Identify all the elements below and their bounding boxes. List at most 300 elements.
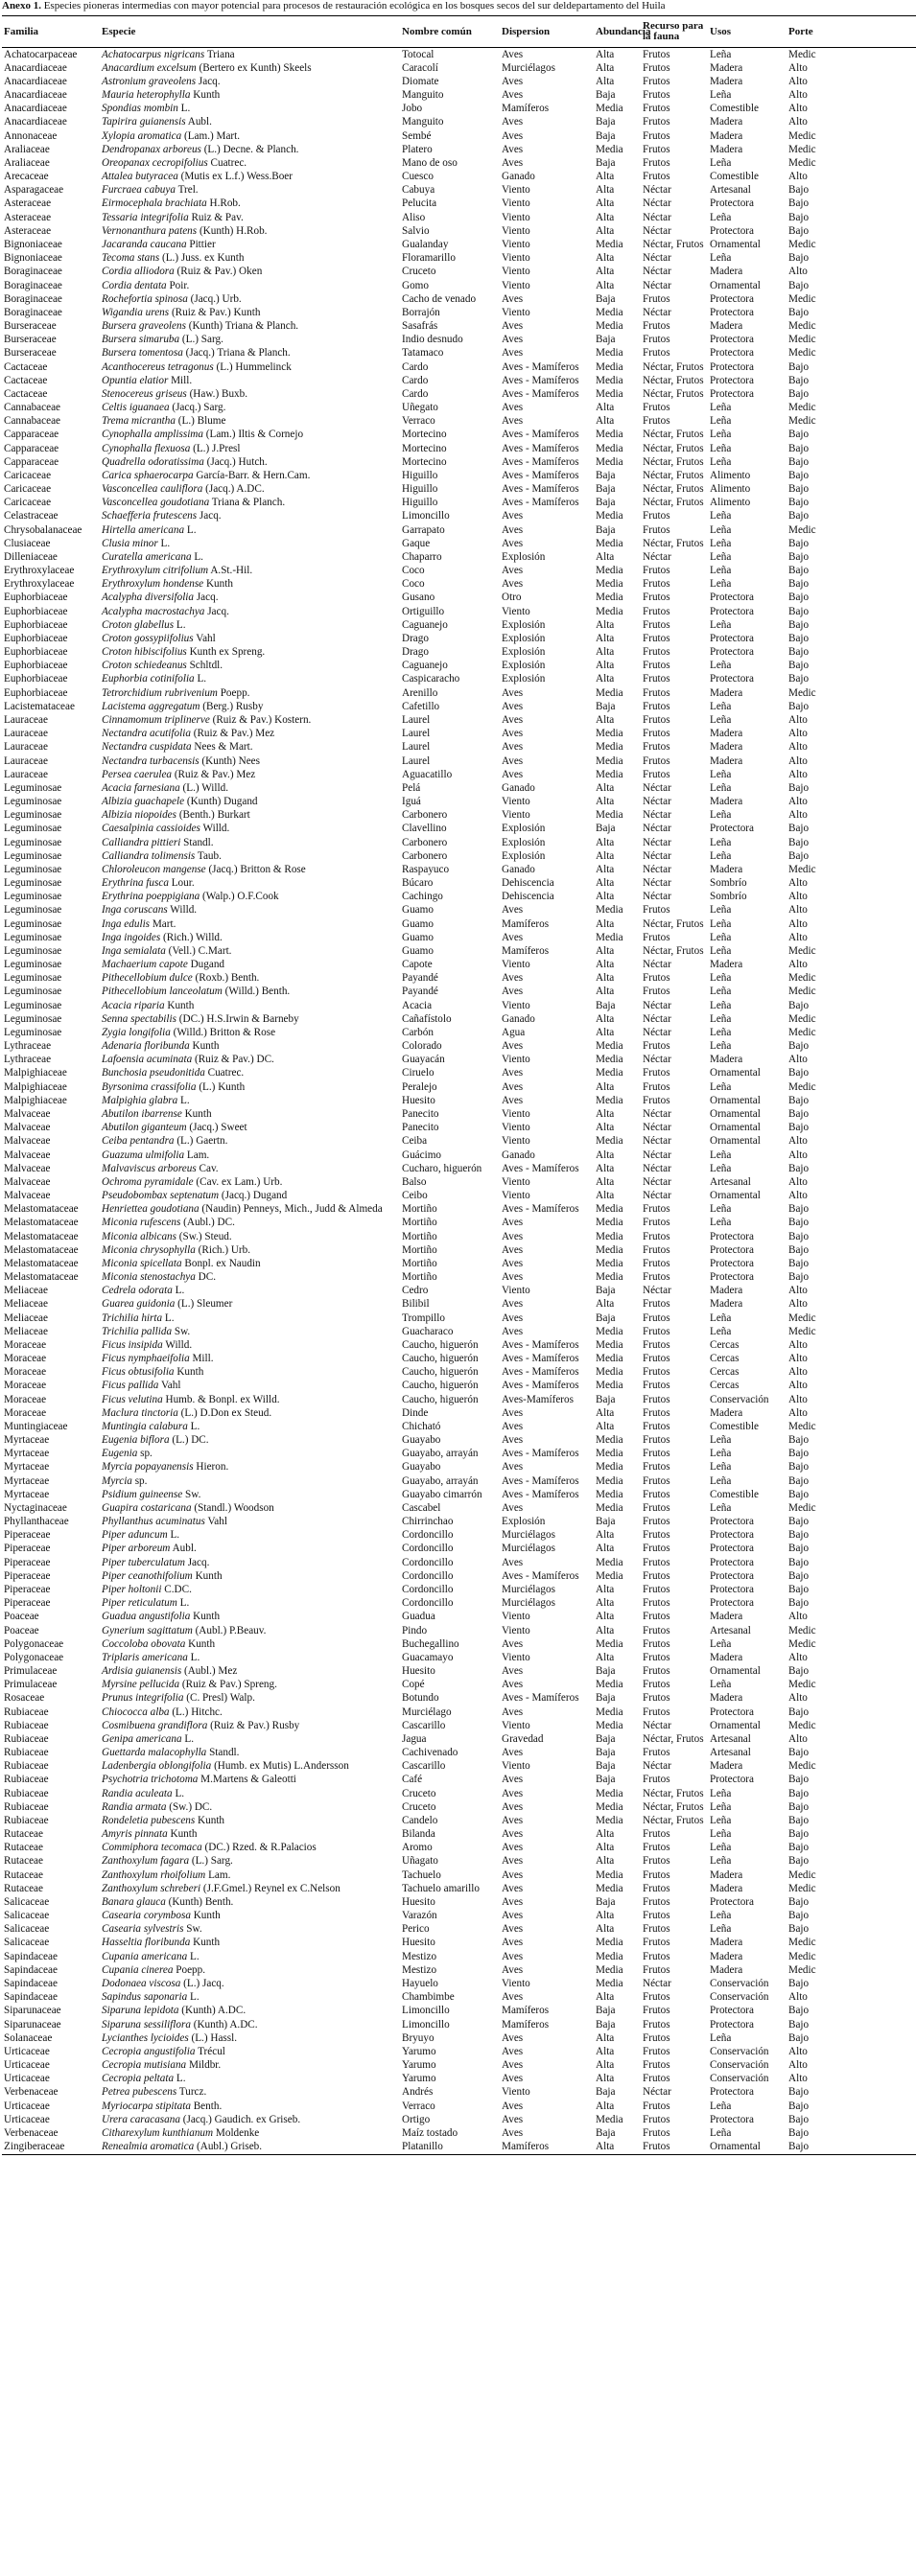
cell-porte: Bajo	[788, 1243, 810, 1256]
species-name: Cecropia peltata	[102, 2073, 175, 2085]
cell-usos: Conservación	[710, 1393, 769, 1405]
cell-familia: Leguminosae	[4, 917, 62, 930]
cell-usos: Artesanal	[710, 1175, 751, 1188]
cell-familia: Zingiberaceae	[2, 2140, 100, 2154]
cell-familia: Araliaceae	[4, 143, 50, 155]
cell-usos: Leña	[710, 252, 732, 265]
cell-dispersion: Aves	[502, 1325, 524, 1337]
cell-dispersion: Mamíferos	[502, 917, 550, 930]
cell-nombre-comun: Mortiño	[402, 1257, 437, 1269]
cell-familia: Sapindaceae	[4, 1963, 58, 1976]
cell-nombre-comun: Laurel	[402, 754, 431, 767]
cell-usos: Leña	[710, 836, 732, 848]
cell-nombre-comun: Cordoncillo	[402, 1556, 454, 1568]
cell-porte: Medic	[788, 292, 816, 305]
cell-usos: Leña	[710, 211, 732, 223]
cell-familia: Lauraceae	[4, 714, 48, 726]
cell-usos: Leña	[710, 1026, 732, 1038]
cell-abundancia: Alta	[594, 2140, 641, 2154]
cell-recurso: Frutos	[643, 972, 670, 985]
species-authority: (Ruiz & Pav.) Rusby	[210, 1719, 300, 1731]
species-authority: (Lam.) Iltis & Cornejo	[205, 429, 304, 441]
species-authority: Cuatrec.	[210, 156, 247, 169]
cell-recurso: Néctar	[643, 266, 671, 278]
table-row	[2, 1230, 916, 1243]
cell-especie	[100, 1488, 400, 1501]
cell-familia: Moraceae	[4, 1393, 47, 1405]
cell-abundancia: Alta	[596, 660, 615, 672]
species-authority: Kunth	[167, 999, 195, 1011]
species-name: Attalea butyracea	[102, 171, 178, 183]
cell-nombre-comun: Varazón	[402, 1910, 437, 1922]
cell-abundancia: Media	[596, 1067, 623, 1079]
cell-dispersion: Aves	[502, 714, 524, 726]
cell-familia: Myrtaceae	[4, 1434, 50, 1447]
species-authority: Vahl	[160, 1380, 181, 1392]
cell-dispersion: Aves	[502, 1923, 524, 1936]
cell-dispersion: Aves	[502, 728, 524, 740]
cell-porte: Bajo	[788, 279, 810, 291]
table-row	[2, 1814, 916, 1827]
cell-usos: Madera	[710, 143, 743, 155]
cell-usos: Leña	[710, 1203, 732, 1216]
cell-dispersion: Aves	[502, 1501, 524, 1514]
cell-porte: Alto	[788, 1338, 808, 1351]
species-authority: Jacq.	[196, 592, 219, 604]
cell-recurso: Frutos	[643, 1230, 670, 1242]
cell-abundancia: Alta	[596, 891, 615, 903]
cell-dispersion: Otro	[502, 592, 522, 604]
table-row	[2, 1774, 916, 1787]
cell-dispersion: Aves - Mamíferos	[502, 1380, 579, 1392]
cell-recurso: Néctar, Frutos	[643, 1732, 704, 1745]
table-row	[2, 2018, 916, 2031]
species-name: Commiphora tecomaca	[102, 1842, 202, 1854]
cell-familia: Rutaceae	[4, 1842, 43, 1854]
species-authority: Pittier	[189, 238, 216, 250]
table-row	[2, 795, 916, 808]
species-name: Vernonanthura patens	[102, 224, 198, 237]
cell-abundancia: Alta	[596, 917, 615, 930]
table-row	[2, 1760, 916, 1774]
species-authority: (Jacq.) Urb.	[190, 292, 242, 305]
cell-nombre-comun: Guacharaco	[402, 1325, 454, 1337]
cell-porte: Medic	[788, 1719, 816, 1731]
cell-usos: Protectora	[710, 646, 754, 659]
species-authority: (Aubl.) Mez	[183, 1665, 238, 1678]
cell-recurso: Frutos	[643, 592, 670, 604]
table-row	[2, 660, 916, 673]
cell-usos: Protectora	[710, 1774, 754, 1786]
cell-familia: Siparunaceae	[4, 2005, 61, 2017]
cell-nombre-comun: Maíz tostado	[402, 2126, 458, 2139]
cell-nombre-comun: Laurel	[402, 741, 431, 754]
cell-dispersion: Aves	[502, 1747, 524, 1759]
cell-porte: Medic	[788, 129, 816, 142]
table-row	[2, 836, 916, 849]
cell-nombre-comun: Mortiño	[402, 1203, 437, 1216]
species-name: Zanthoxylum fagara	[102, 1855, 190, 1868]
cell-nombre-comun: Copé	[402, 1679, 425, 1691]
cell-dispersion: Aves	[502, 1461, 524, 1474]
species-name: Bursera graveolens	[102, 320, 186, 333]
species-authority: Hieron.	[196, 1461, 229, 1474]
cell-familia: Leguminosae	[4, 877, 62, 890]
species-authority: (Sw.) DC.	[169, 1800, 213, 1813]
cell-recurso: Néctar	[643, 999, 671, 1011]
species-name: Acalypha macrostachya	[102, 605, 205, 617]
cell-familia: Boraginaceae	[4, 279, 62, 291]
cell-dispersion: Gravedad	[502, 1732, 544, 1745]
cell-familia: Capparaceae	[4, 442, 59, 454]
table-row	[2, 1855, 916, 1868]
species-authority: (Jacq.) Britton & Rose	[208, 863, 306, 875]
cell-nombre-comun: Sembé	[402, 129, 432, 142]
table-row	[2, 565, 916, 578]
species-name: Psychotria trichotoma	[102, 1774, 199, 1786]
cell-nombre-comun: Ceibo	[402, 1190, 428, 1202]
species-name: Tapirira guianensis	[102, 116, 186, 128]
species-name: Croton schiedeanus	[102, 660, 187, 672]
cell-nombre-comun: Cañafístolo	[402, 1012, 452, 1025]
species-name: Dendropanax arboreus	[102, 143, 201, 155]
cell-recurso: Frutos	[643, 2113, 670, 2125]
cell-dispersion: Murciélagos	[502, 1529, 555, 1542]
table-row	[2, 61, 916, 75]
cell-recurso: Néctar	[643, 849, 671, 862]
cell-dispersion: Aves	[502, 1298, 524, 1311]
species-authority: (L.) Jacq.	[183, 1977, 224, 1989]
cell-especie	[100, 197, 400, 211]
cell-recurso: Frutos	[643, 1665, 670, 1678]
cell-abundancia: Media	[596, 1937, 623, 1949]
cell-recurso: Frutos	[643, 75, 670, 87]
cell-nombre-comun: Cuesco	[402, 171, 434, 183]
cell-nombre-comun: Jobo	[402, 103, 423, 115]
cell-familia: Salicaceae	[4, 1923, 50, 1936]
cell-familia: Caricaceae	[4, 497, 52, 509]
cell-familia: Leguminosae	[4, 796, 62, 808]
species-name: Tetrorchidium rubrivenium	[102, 686, 218, 699]
cell-dispersion: Aves	[502, 2059, 524, 2072]
cell-usos: Ornamental	[710, 279, 761, 291]
cell-porte: Alto	[788, 2073, 808, 2085]
cell-dispersion: Aves	[502, 1842, 524, 1854]
cell-familia: Malpighiaceae	[4, 1094, 67, 1106]
cell-porte: Medic	[788, 1950, 816, 1962]
species-authority: (Aubl.) DC.	[183, 1217, 235, 1229]
species-name: Furcraea cabuya	[102, 184, 176, 197]
species-authority: (Naudin) Penneys, Mich., Judd & Almeda	[201, 1203, 383, 1216]
cell-recurso: Néctar	[643, 1135, 671, 1148]
species-authority: Kunth	[188, 1637, 216, 1650]
cell-especie	[100, 1217, 400, 1230]
cell-dispersion: Viento	[502, 266, 530, 278]
cell-recurso: Frutos	[643, 61, 670, 74]
cell-especie	[100, 2140, 400, 2154]
cell-nombre-comun: Mestizo	[402, 1963, 437, 1976]
cell-dispersion: Viento	[502, 1190, 530, 1202]
species-authority: Mill.	[171, 374, 193, 386]
species-name: Xylopia aromatica	[102, 129, 182, 142]
cell-familia: Anacardiaceae	[4, 61, 67, 74]
table-row	[2, 1950, 916, 1963]
cell-usos: Madera	[710, 754, 743, 767]
table-row	[2, 1461, 916, 1474]
cell-porte: Alto	[788, 1366, 808, 1379]
cell-porte: Alto	[788, 1651, 808, 1663]
cell-porte: Bajo	[788, 2031, 810, 2044]
cell-usos: Conservación	[710, 1991, 769, 2004]
cell-especie	[100, 1923, 400, 1937]
species-name: Malpighia glabra	[102, 1094, 178, 1106]
cell-abundancia: Alta	[596, 550, 615, 563]
cell-abundancia: Alta	[596, 1991, 615, 2004]
cell-abundancia: Media	[596, 1461, 623, 1474]
cell-nombre-comun: Trompillo	[402, 1311, 445, 1324]
cell-porte: Bajo	[788, 1217, 810, 1229]
cell-recurso: Frutos	[643, 728, 670, 740]
cell-nombre-comun: Verraco	[402, 2100, 435, 2112]
cell-familia: Poaceae	[4, 1611, 39, 1623]
species-name: Randia aculeata	[102, 1787, 173, 1799]
cell-recurso: Frutos	[643, 2031, 670, 2044]
cell-dispersion: Explosión	[502, 632, 546, 644]
cell-porte: Bajo	[788, 1040, 810, 1053]
cell-especie	[100, 1746, 400, 1759]
species-name: Cinnamomum triplinerve	[102, 714, 210, 726]
species-authority: Turcz.	[178, 2086, 207, 2099]
cell-abundancia: Alta	[596, 415, 615, 428]
cell-usos: Conservación	[710, 2045, 769, 2057]
cell-porte: Bajo	[788, 510, 810, 522]
cell-porte: Medic	[788, 944, 816, 957]
species-authority: Aubl.	[187, 116, 212, 128]
cell-especie	[100, 1597, 400, 1611]
table-row	[2, 686, 916, 700]
cell-usos: Conservación	[710, 1977, 769, 1989]
cell-familia: Caricaceae	[4, 483, 52, 496]
cell-nombre-comun: Pelá	[402, 781, 421, 794]
cell-recurso: Frutos	[643, 320, 670, 333]
cell-abundancia: Alta	[596, 279, 615, 291]
cell-nombre-comun: Cardo	[402, 360, 429, 373]
table-row	[2, 1882, 916, 1895]
cell-recurso: Néctar	[643, 184, 671, 197]
cell-recurso: Frutos	[643, 510, 670, 522]
table-row	[2, 1243, 916, 1257]
cell-recurso: Frutos	[643, 2100, 670, 2112]
cell-abundancia: Media	[596, 320, 623, 333]
cell-especie	[100, 917, 400, 931]
species-authority: (L.) J.Presl	[193, 442, 241, 454]
cell-recurso: Néctar	[643, 279, 671, 291]
cell-familia: Burseraceae	[4, 320, 57, 333]
cell-especie	[100, 809, 400, 823]
species-name: Calliandra tolimensis	[102, 849, 196, 862]
species-name: Euphorbia cotinifolia	[102, 673, 195, 685]
cell-abundancia: Baja	[596, 89, 616, 102]
cell-nombre-comun: Drago	[402, 646, 429, 659]
cell-familia: Myrtaceae	[4, 1474, 50, 1487]
cell-usos: Leña	[710, 1149, 732, 1161]
cell-porte: Bajo	[788, 1434, 810, 1447]
cell-especie	[100, 1366, 400, 1380]
cell-familia: Polygonaceae	[4, 1637, 64, 1650]
species-name: Lafoensia acuminata	[102, 1054, 193, 1066]
cell-dispersion: Aves	[502, 578, 524, 591]
cell-recurso: Frutos	[643, 334, 670, 346]
species-authority: Kunth	[193, 1611, 221, 1623]
cell-nombre-comun: Salvio	[402, 224, 430, 237]
cell-familia: Leguminosae	[4, 891, 62, 903]
cell-porte: Alto	[788, 1175, 808, 1188]
cell-familia: Primulaceae	[4, 1679, 58, 1691]
cell-porte: Alto	[788, 2059, 808, 2072]
cell-nombre-comun: Cascarillo	[402, 1719, 446, 1731]
cell-abundancia: Media	[596, 374, 623, 386]
cell-nombre-comun: Laurel	[402, 714, 431, 726]
cell-recurso: Frutos	[643, 1325, 670, 1337]
species-name: Croton hibiscifolius	[102, 646, 187, 659]
cell-usos: Protectora	[710, 823, 754, 835]
species-name: Piper holtonii	[102, 1584, 162, 1595]
cell-abundancia: Alta	[596, 1149, 615, 1161]
species-name: Cedrela odorata	[102, 1285, 173, 1297]
species-name: Eugenia biflora	[102, 1434, 170, 1447]
cell-abundancia: Alta	[596, 211, 615, 223]
cell-dispersion: Aves	[502, 1950, 524, 1962]
cell-porte: Medic	[788, 1868, 816, 1881]
species-name: Chiococca alba	[102, 1706, 170, 1718]
cell-dispersion: Aves - Mamíferos	[502, 1448, 579, 1460]
species-authority: Jacq.	[207, 605, 229, 617]
cell-porte: Medic	[788, 347, 816, 360]
cell-porte: Alto	[788, 171, 808, 183]
species-name: Siparuna lepidota	[102, 2005, 179, 2017]
cell-recurso: Frutos	[643, 1950, 670, 1962]
cell-dispersion: Mamíferos	[500, 2140, 594, 2154]
cell-recurso: Frutos	[643, 904, 670, 917]
cell-nombre-comun: Cruceto	[402, 1800, 436, 1813]
table-row	[2, 374, 916, 387]
table-row	[2, 944, 916, 958]
species-name: Myriocarpa stipitata	[102, 2100, 191, 2112]
table-row	[2, 279, 916, 292]
cell-recurso: Frutos	[643, 1624, 670, 1636]
table-row	[2, 1393, 916, 1406]
cell-dispersion: Aves	[502, 89, 524, 102]
table-row	[2, 1895, 916, 1909]
cell-recurso: Néctar	[643, 891, 671, 903]
cell-abundancia: Alta	[596, 1162, 615, 1174]
table-row	[2, 1923, 916, 1937]
species-table	[2, 15, 916, 2155]
cell-porte: Bajo	[788, 1774, 810, 1786]
cell-recurso: Néctar	[643, 1107, 671, 1120]
cell-especie	[100, 1868, 400, 1882]
cell-nombre-comun: Chambimbe	[402, 1991, 455, 2004]
cell-dispersion: Aves	[502, 768, 524, 780]
cell-porte: Alto	[788, 1611, 808, 1623]
cell-usos: Cercas	[710, 1353, 740, 1365]
cell-recurso: Néctar	[643, 863, 671, 875]
cell-abundancia: Alta	[596, 2059, 615, 2072]
cell-familia: Piperaceae	[4, 1556, 51, 1568]
cell-nombre-comun: Mortiño	[402, 1217, 437, 1229]
cell-usos: Madera	[710, 1963, 743, 1976]
cell-especie	[100, 1189, 400, 1202]
cell-especie	[100, 931, 400, 944]
species-name: Rochefortia spinosa	[102, 292, 188, 305]
cell-dispersion: Aves - Mamíferos	[502, 1474, 579, 1487]
species-authority: Schltdl.	[189, 660, 223, 672]
cell-familia: Melastomataceae	[4, 1257, 79, 1269]
cell-especie	[100, 1107, 400, 1121]
cell-usos: Alimento	[710, 483, 751, 496]
cell-especie	[100, 1800, 400, 1814]
cell-recurso: Frutos	[643, 1067, 670, 1079]
cell-abundancia: Alta	[596, 75, 615, 87]
cell-abundancia: Baja	[596, 483, 616, 496]
cell-nombre-comun: Cascabel	[402, 1501, 441, 1514]
cell-recurso: Néctar	[643, 1162, 671, 1174]
cell-recurso: Néctar, Frutos	[643, 360, 704, 373]
cell-recurso: Frutos	[643, 1434, 670, 1447]
table-row	[2, 891, 916, 904]
species-authority: (Rich.) Urb.	[198, 1243, 251, 1256]
species-authority: Vahl	[196, 632, 216, 644]
species-authority: Vahl	[207, 1516, 227, 1528]
cell-usos: Madera	[710, 1937, 743, 1949]
cell-porte: Medic	[788, 1311, 816, 1324]
species-name: Maclura tinctoria	[102, 1406, 178, 1419]
species-name: Abutilon ibarrense	[102, 1107, 182, 1120]
cell-porte: Alto	[788, 1054, 808, 1066]
cell-familia: Piperaceae	[4, 1597, 51, 1610]
species-authority: (Berg.) Rusby	[202, 700, 264, 712]
cell-especie	[100, 1406, 400, 1420]
table-row	[2, 266, 916, 279]
table-row	[2, 917, 916, 931]
cell-recurso: Frutos	[643, 673, 670, 685]
table-row	[2, 1543, 916, 1556]
cell-familia: Boraginaceae	[4, 292, 62, 305]
cell-familia: Phyllanthaceae	[4, 1516, 69, 1528]
species-name: Casearia corymbosa	[102, 1910, 191, 1922]
cell-usos: Ornamental	[710, 1190, 761, 1202]
species-name: Cordia alliodora	[102, 266, 175, 278]
table-row	[2, 673, 916, 686]
species-name: Piper ceanothifolium	[102, 1569, 193, 1582]
cell-porte: Alto	[788, 2045, 808, 2057]
cell-recurso: Frutos	[643, 660, 670, 672]
cell-porte: Medic	[788, 1937, 816, 1949]
table-row	[2, 1285, 916, 1298]
cell-porte: Medic	[788, 1882, 816, 1894]
cell-especie	[100, 306, 400, 319]
cell-recurso: Frutos	[643, 116, 670, 128]
cell-especie	[100, 1516, 400, 1529]
cell-recurso: Frutos	[643, 565, 670, 577]
cell-especie	[100, 972, 400, 986]
species-authority: (Cav. ex Lam.) Urb.	[196, 1175, 283, 1188]
cell-recurso: Néctar	[643, 959, 671, 971]
species-authority: Kunth	[195, 1569, 223, 1582]
cell-recurso: Frutos	[643, 1338, 670, 1351]
cell-usos: Ornamental	[710, 1122, 761, 1134]
table-row	[2, 2140, 916, 2154]
